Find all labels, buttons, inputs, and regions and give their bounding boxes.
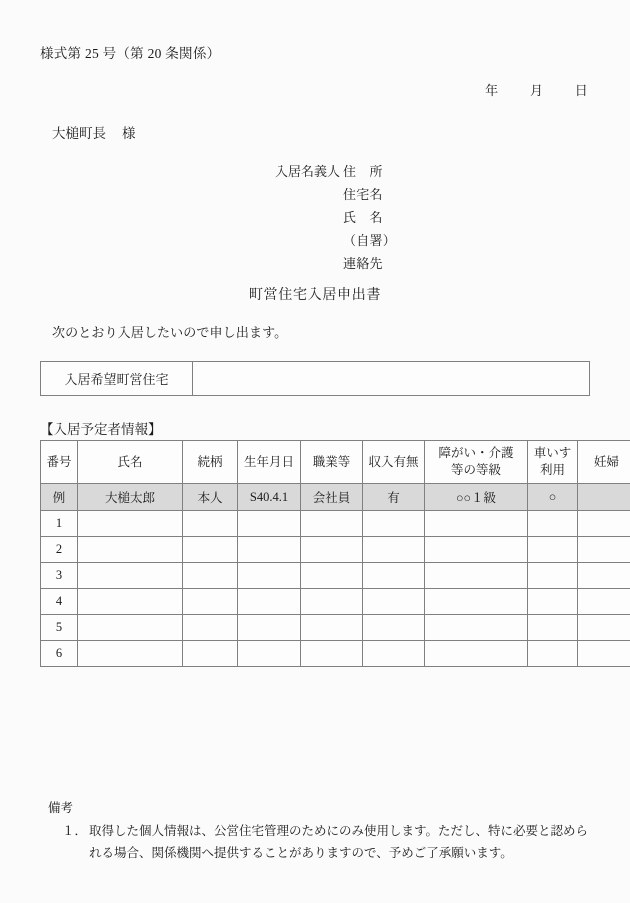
cell-name[interactable] <box>78 537 183 563</box>
addressee <box>52 122 136 142</box>
cell-no: 6 <box>41 641 78 667</box>
addressee-office: 大槌町長 <box>52 126 106 141</box>
column-header-relation: 続柄 <box>183 441 238 484</box>
cell-pregnant[interactable] <box>578 511 630 537</box>
date-line <box>471 80 588 99</box>
cell-name[interactable] <box>78 511 183 537</box>
cell-no: 4 <box>41 589 78 615</box>
date-month-label: 月 <box>529 83 544 98</box>
cell-wheelchair[interactable] <box>528 615 578 641</box>
table-row <box>41 615 630 641</box>
cell-disability-grade[interactable] <box>425 537 528 563</box>
cell-wheelchair[interactable] <box>528 511 578 537</box>
notes-title: 備考 <box>48 801 74 815</box>
cell-income[interactable] <box>363 615 425 641</box>
applicant-row-address <box>275 160 396 183</box>
date-day-label: 日 <box>574 83 588 98</box>
cell-no: 1 <box>41 511 78 537</box>
example-cell-income: 有 <box>363 484 425 511</box>
cell-occupation[interactable] <box>301 641 363 667</box>
cell-dob[interactable] <box>238 511 301 537</box>
note-item <box>62 820 598 864</box>
cell-dob[interactable] <box>238 641 301 667</box>
cell-no: 2 <box>41 537 78 563</box>
table-row <box>41 641 630 667</box>
applicant-field-address-label: 住 所 <box>343 164 383 179</box>
example-cell-occupation: 会社員 <box>301 484 363 511</box>
example-cell-dob: S40.4.1 <box>238 484 301 511</box>
cell-wheelchair[interactable] <box>528 641 578 667</box>
cell-name[interactable] <box>78 563 183 589</box>
cell-wheelchair[interactable] <box>528 537 578 563</box>
example-cell-disability-grade: ○○１級 <box>425 484 528 511</box>
example-cell-name: 大槌太郎 <box>78 484 183 511</box>
column-header-wheelchair-line2: 利用 <box>539 463 565 477</box>
notes-section <box>48 798 598 864</box>
cell-occupation[interactable] <box>301 511 363 537</box>
cell-relation[interactable] <box>183 563 238 589</box>
cell-disability-grade[interactable] <box>425 563 528 589</box>
cell-wheelchair[interactable] <box>528 589 578 615</box>
cell-disability-grade[interactable] <box>425 589 528 615</box>
note-text: 取得した個人情報は、公営住宅管理のためにのみ使用します。ただし、特に必要と認められる場合、関係機関へ提供することがありますので、予めご了承願います。 <box>89 824 589 860</box>
example-cell-relation: 本人 <box>183 484 238 511</box>
column-header-disability-grade-line1: 障がい・介護 <box>438 446 514 460</box>
applicant-lead-label: 入居名義人 <box>275 164 341 179</box>
document-title: 町営住宅入居申出書 <box>248 288 382 303</box>
cell-name[interactable] <box>78 615 183 641</box>
column-header-income: 収入有無 <box>363 441 425 484</box>
applicant-indent-spacer <box>275 229 343 252</box>
applicant-row-name <box>275 206 396 229</box>
cell-occupation[interactable] <box>301 589 363 615</box>
cell-pregnant[interactable] <box>578 589 630 615</box>
cell-wheelchair[interactable] <box>528 563 578 589</box>
cell-name[interactable] <box>78 641 183 667</box>
residents-table <box>40 440 630 667</box>
applicant-row-signature <box>275 229 396 252</box>
column-header-name: 氏名 <box>78 441 183 484</box>
cell-relation[interactable] <box>183 641 238 667</box>
cell-disability-grade[interactable] <box>425 615 528 641</box>
cell-disability-grade[interactable] <box>425 641 528 667</box>
cell-dob[interactable] <box>238 537 301 563</box>
column-header-no: 番号 <box>41 441 78 484</box>
column-header-dob: 生年月日 <box>238 441 301 484</box>
applicant-indent-spacer <box>275 252 343 275</box>
cell-occupation[interactable] <box>301 537 363 563</box>
table-row <box>41 537 630 563</box>
cell-income[interactable] <box>363 563 425 589</box>
cell-no: 3 <box>41 563 78 589</box>
cell-pregnant[interactable] <box>578 563 630 589</box>
table-row <box>41 362 590 396</box>
table-row <box>41 563 630 589</box>
date-year-label: 年 <box>485 83 499 98</box>
residents-section-heading: 【入居予定者情報】 <box>40 422 162 437</box>
table-row-example <box>41 484 630 511</box>
desired-housing-table <box>40 361 590 396</box>
applicant-row-contact <box>275 252 396 275</box>
example-cell-no: 例 <box>41 484 78 511</box>
cell-occupation[interactable] <box>301 615 363 641</box>
cell-relation[interactable] <box>183 589 238 615</box>
cell-dob[interactable] <box>238 563 301 589</box>
column-header-disability-grade <box>425 441 528 484</box>
cell-pregnant[interactable] <box>578 641 630 667</box>
note-marker: １． <box>62 824 88 838</box>
desired-housing-input[interactable] <box>193 362 590 396</box>
cell-no: 5 <box>41 615 78 641</box>
cell-pregnant[interactable] <box>578 537 630 563</box>
example-cell-pregnant <box>578 484 630 511</box>
desired-housing-label: 入居希望町営住宅 <box>41 362 193 396</box>
cell-name[interactable] <box>78 589 183 615</box>
column-header-occupation: 職業等 <box>301 441 363 484</box>
cell-occupation[interactable] <box>301 563 363 589</box>
cell-income[interactable] <box>363 589 425 615</box>
addressee-honorific: 様 <box>122 126 136 141</box>
table-row <box>41 589 630 615</box>
applicant-field-contact-label: 連絡先 <box>343 256 383 271</box>
cell-relation[interactable] <box>183 511 238 537</box>
cell-relation[interactable] <box>183 537 238 563</box>
cell-relation[interactable] <box>183 615 238 641</box>
column-header-wheelchair <box>528 441 578 484</box>
table-header-row <box>41 441 630 484</box>
form-number: 様式第 25 号（第 20 条関係） <box>40 46 221 61</box>
column-header-pregnant: 妊婦 <box>578 441 630 484</box>
applicant-field-name-label: 氏 名 <box>343 210 383 225</box>
cell-pregnant[interactable] <box>578 615 630 641</box>
applicant-block <box>275 160 396 275</box>
example-cell-wheelchair: ○ <box>528 484 578 511</box>
column-header-wheelchair-line1: 車いす <box>533 446 572 460</box>
table-row <box>41 511 630 537</box>
applicant-indent-spacer <box>275 206 343 229</box>
cell-income[interactable] <box>363 537 425 563</box>
applicant-row-housing-name <box>275 183 396 206</box>
cell-income[interactable] <box>363 511 425 537</box>
lead-sentence: 次のとおり入居したいので申し出ます。 <box>52 325 288 340</box>
cell-dob[interactable] <box>238 615 301 641</box>
cell-income[interactable] <box>363 641 425 667</box>
cell-dob[interactable] <box>238 589 301 615</box>
applicant-field-housing-name-label: 住宅名 <box>343 187 383 202</box>
applicant-field-signature-label: （自署） <box>343 233 397 248</box>
cell-disability-grade[interactable] <box>425 511 528 537</box>
applicant-indent-spacer <box>275 183 343 206</box>
column-header-disability-grade-line2: 等の等級 <box>450 463 501 477</box>
